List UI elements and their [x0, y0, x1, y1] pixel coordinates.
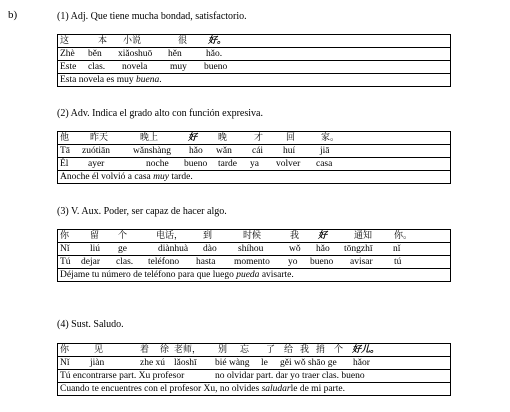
- word: 捎: [316, 345, 326, 355]
- word: gěi wǒ shāo ge: [280, 358, 337, 368]
- word: ge: [118, 244, 127, 254]
- word: hěn: [168, 49, 182, 59]
- section-3-gloss-row: [58, 256, 450, 269]
- word: hǎo: [189, 146, 203, 156]
- section-1-translation-row: [58, 74, 450, 86]
- word: 这: [60, 36, 70, 46]
- word: cái: [252, 146, 264, 156]
- word: 很: [178, 36, 188, 46]
- word: volver: [276, 159, 301, 169]
- word: zuótiān: [82, 146, 110, 156]
- highlighted-word: 好: [188, 133, 198, 143]
- word: muy: [170, 62, 187, 72]
- word: hǎo.: [206, 49, 223, 59]
- translation: Déjame tu número de teléfono para que luego pueda avisarte.: [60, 270, 294, 280]
- word: Nǐ: [60, 358, 70, 368]
- section-3-table: [57, 229, 451, 282]
- word: Zhè: [60, 49, 75, 59]
- word: zhe xú: [140, 358, 166, 368]
- word: liú: [90, 244, 101, 254]
- emphasized-word: muy: [153, 172, 169, 182]
- highlighted-word: 好: [318, 231, 328, 241]
- word: yo: [288, 257, 298, 267]
- translation: Anoche él volvió a casa muy tarde.: [60, 172, 193, 182]
- word: bié wàng: [215, 358, 250, 368]
- word: huí: [283, 146, 296, 156]
- section-1-pinyin-row: [58, 48, 450, 61]
- section-3-pinyin-row: [58, 243, 450, 256]
- word: wǒ: [289, 244, 301, 254]
- section-1-heading: (1) Adj. Que tiene mucha bondad, satisfactorio.: [57, 11, 247, 22]
- section-4-gloss-row: [58, 370, 450, 383]
- word: 了: [266, 345, 276, 355]
- word: 我: [290, 231, 300, 241]
- emphasized-word: saludar: [261, 384, 291, 394]
- word: momento: [234, 257, 270, 267]
- word: dejar: [81, 257, 100, 267]
- word: lǎoshī: [174, 358, 197, 368]
- word: 晚上: [140, 133, 159, 143]
- word: novela: [122, 62, 148, 72]
- section-2-translation-row: [58, 171, 450, 183]
- word: jiā: [320, 146, 330, 156]
- section-2-pinyin-row: [58, 145, 450, 158]
- word: hǎor: [353, 358, 370, 368]
- word: bueno: [204, 62, 228, 72]
- word: Nǐ: [60, 244, 70, 254]
- section-4-chinese-row: [58, 344, 450, 357]
- word: 你: [60, 345, 70, 355]
- word: běn: [88, 49, 102, 59]
- word: no olvidar part. dar yo traer clas. bueno: [215, 371, 365, 381]
- section-1-gloss-row: [58, 61, 450, 74]
- section-1-table: [57, 34, 451, 87]
- word: 老师，: [174, 345, 202, 355]
- word: 他: [60, 133, 70, 143]
- emphasized-word: pueda: [236, 270, 260, 280]
- word: xiǎoshuō: [118, 49, 153, 59]
- word: Él: [60, 159, 69, 169]
- word: Tú encontrarse part. Xu profesor: [60, 371, 185, 381]
- word: 通知: [354, 231, 373, 241]
- word: le: [261, 358, 268, 368]
- translation: Cuando te encuentres con el profesor Xu, no olvides saludarle de mi parte.: [60, 384, 345, 394]
- section-marker: b): [8, 9, 18, 21]
- word: tú: [394, 257, 402, 267]
- word: ya: [250, 159, 259, 169]
- word: clas.: [88, 62, 106, 72]
- word: 给: [284, 345, 294, 355]
- word: 徐: [160, 345, 170, 355]
- translation: Esta novela es muy buena.: [60, 75, 162, 85]
- word: diànhuà: [158, 244, 189, 254]
- word: 见: [94, 345, 104, 355]
- word: avisar: [350, 257, 373, 267]
- word: shíhou: [238, 244, 264, 254]
- word: 你: [60, 231, 70, 241]
- word: 到: [203, 231, 213, 241]
- word: tarde: [218, 159, 237, 169]
- word: 忘: [240, 345, 250, 355]
- section-4-heading: (4) Sust. Saludo.: [57, 319, 124, 330]
- word: Tú: [60, 257, 71, 267]
- word: tōngzhī: [344, 244, 373, 254]
- section-1-chinese-row: [58, 35, 450, 48]
- section-2-gloss-row: [58, 158, 450, 171]
- word: clas.: [116, 257, 134, 267]
- word: 晚: [218, 133, 228, 143]
- word: casa: [316, 159, 333, 169]
- word: 家。: [321, 133, 340, 143]
- section-3-translation-row: [58, 269, 450, 281]
- highlighted-word: 好儿。: [352, 345, 380, 355]
- word: 个: [334, 345, 344, 355]
- word: hasta: [196, 257, 216, 267]
- section-2-heading: (2) Adv. Indica el grado alto con función expresiva.: [57, 108, 263, 119]
- section-4-translation-row: [58, 383, 450, 395]
- section-4-pinyin-row: [58, 357, 450, 370]
- emphasized-word: buena: [135, 75, 160, 85]
- word: nǐ: [393, 244, 401, 254]
- word: 个: [118, 231, 128, 241]
- word: 你。: [394, 231, 413, 241]
- word: wǎn: [216, 146, 232, 156]
- section-3-chinese-row: [58, 230, 450, 243]
- word: 回: [286, 133, 296, 143]
- word: 昨天: [90, 133, 109, 143]
- word: wǎnshàng: [133, 146, 171, 156]
- word: 才: [254, 133, 264, 143]
- word: 小说: [123, 36, 142, 46]
- word: 别: [218, 345, 228, 355]
- word: dào: [203, 244, 217, 254]
- word: Tā: [60, 146, 71, 156]
- word: bueno: [310, 257, 334, 267]
- word: 我: [300, 345, 310, 355]
- word: 着: [140, 345, 150, 355]
- word: jiàn: [90, 358, 105, 368]
- word: 本: [98, 36, 108, 46]
- highlighted-word: 好。: [208, 36, 227, 46]
- word: Este: [60, 62, 77, 72]
- section-2-chinese-row: [58, 132, 450, 145]
- word: ayer: [88, 159, 105, 169]
- section-4-table: [57, 343, 451, 396]
- word: teléfono: [148, 257, 180, 267]
- section-3-heading: (3) V. Aux. Poder, ser capaz de hacer algo.: [57, 206, 227, 217]
- word: 时候: [243, 231, 262, 241]
- word: 留: [90, 231, 100, 241]
- word: hǎo: [316, 244, 330, 254]
- section-2-table: [57, 131, 451, 184]
- word: bueno: [184, 159, 208, 169]
- word: 电话，: [156, 231, 184, 241]
- word: noche: [146, 159, 169, 169]
